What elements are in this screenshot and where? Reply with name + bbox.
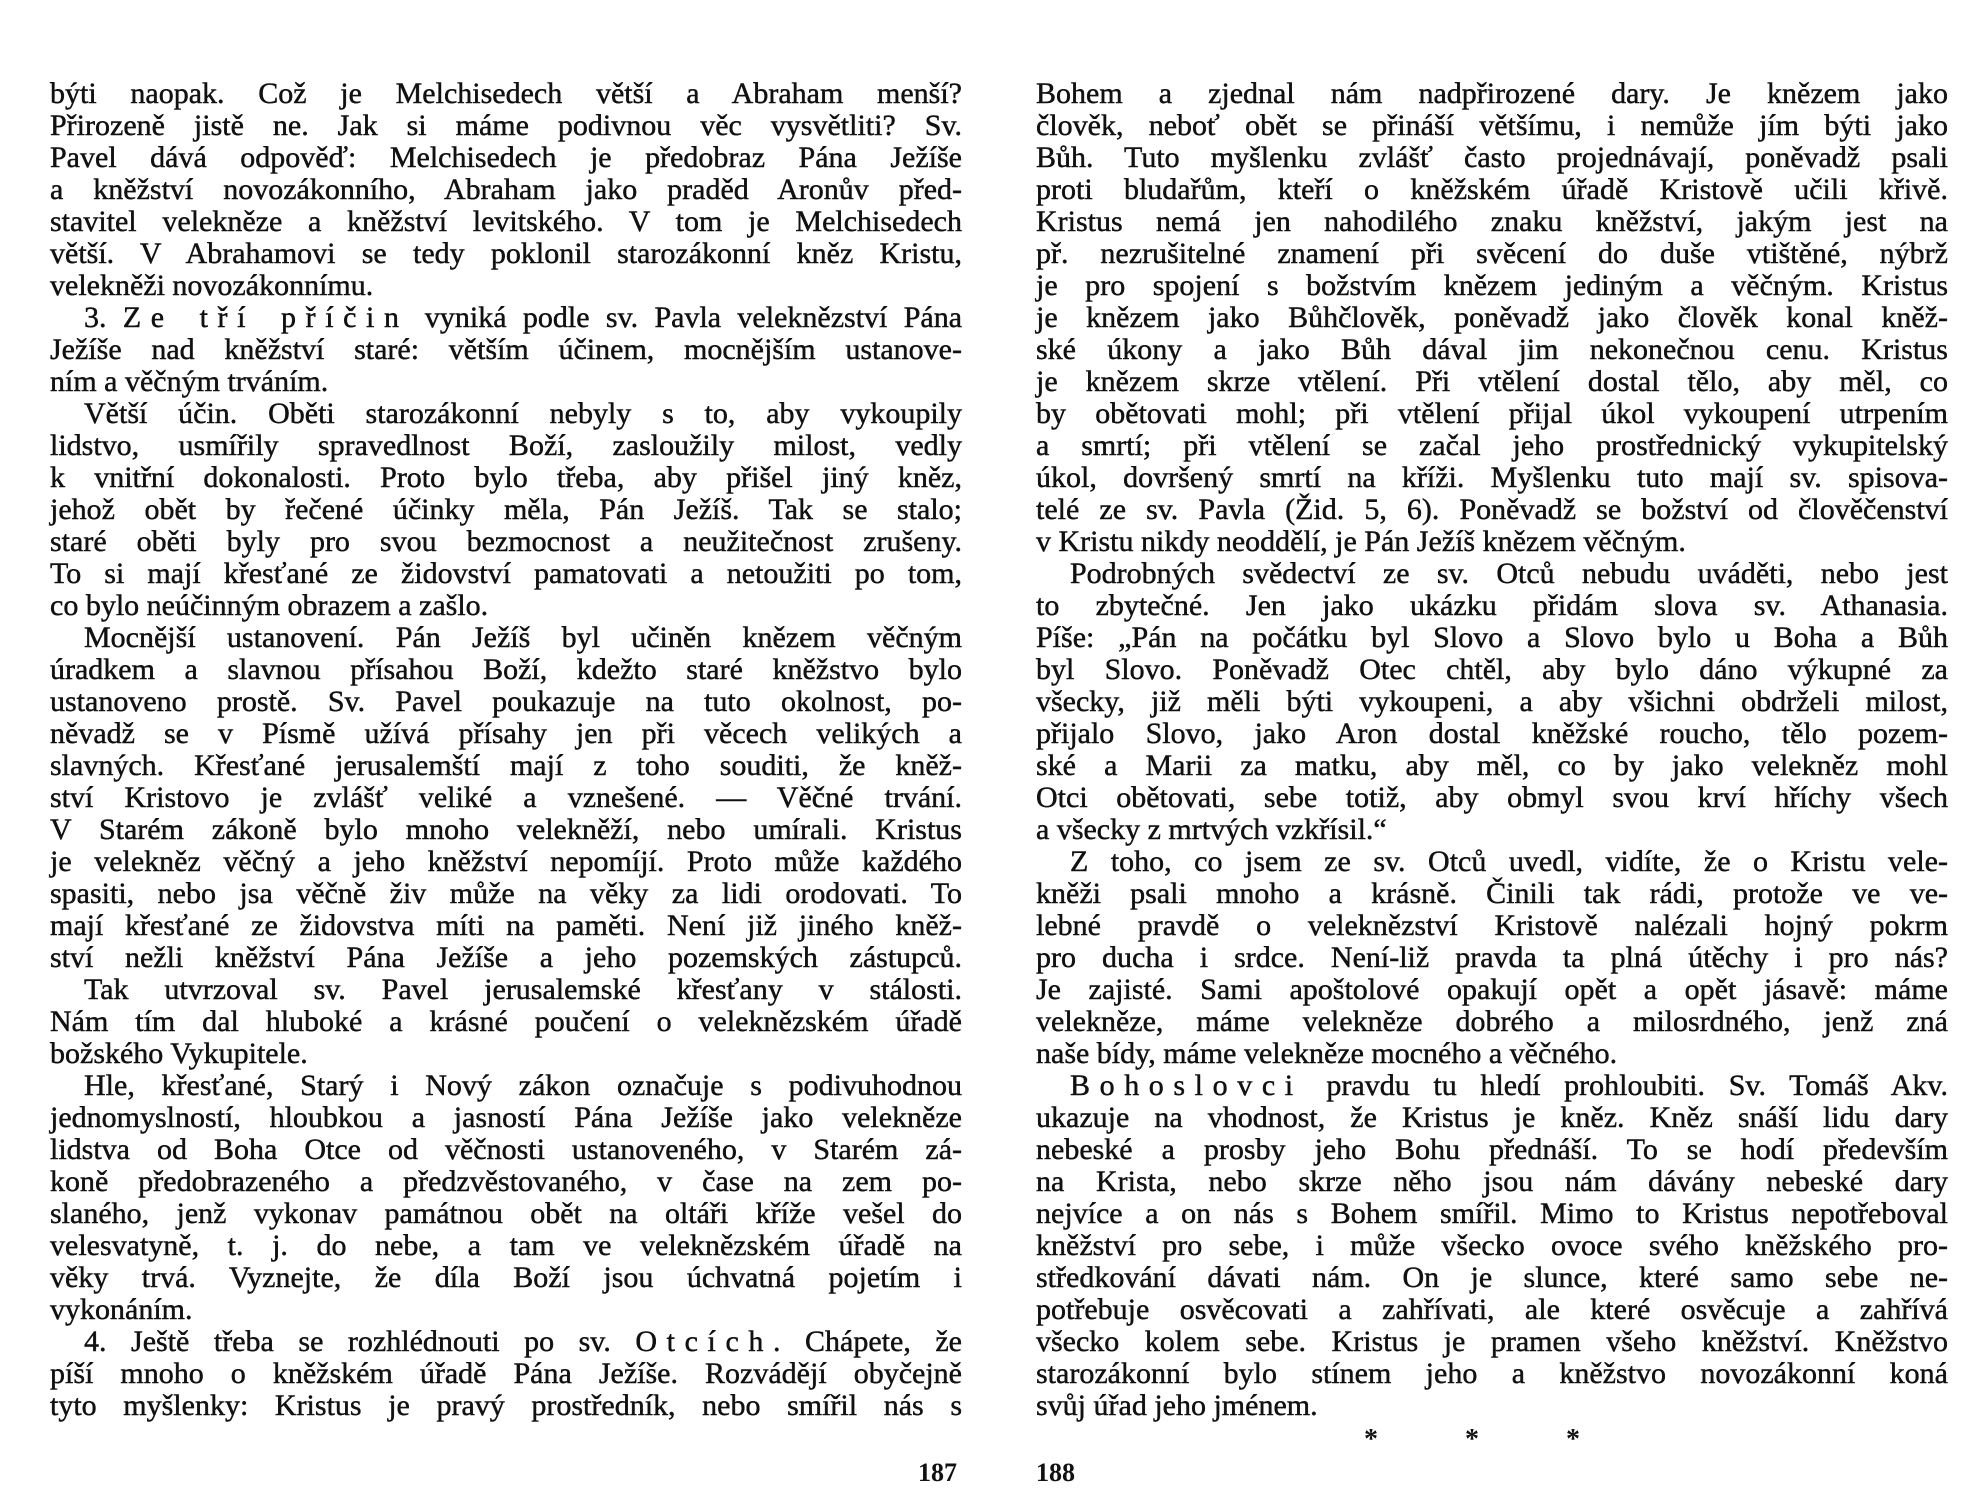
text-line: potřebuje osvěcovati a zahřívati, ale které osvěcuje a zahřívá [1036,1293,1948,1326]
text-line: a všecky z mrtvých vzkřísil.“ [1036,813,1387,846]
text-line: vykonáním. [50,1293,193,1326]
text-line: svůj úřad jeho jménem. [1036,1389,1318,1422]
text-line: kněži psali mnoho a krásně. Činili tak rádi, protože ve ve- [1036,877,1948,910]
text-line: nebeské a prosby jeho Bohu přednáší. To se hodí především [1036,1133,1948,1166]
text-line: jehož obět by řečené účinky měla, Pán Ježíš. Tak se stalo; [50,493,962,526]
text-line: slavných. Křesťané jerusalemští mají z toho souditi, že kněž- [50,749,962,782]
text-line: věky trvá. Vyznejte, že díla Boží jsou úchvatná pojetím i [50,1261,962,1294]
spaced-emphasis: Ze tří příčin [122,301,409,334]
text-line: staré oběti byly pro svou bezmocnost a neužitečnost zrušeny. [50,525,962,558]
page-number-right: 188 [1036,1458,1075,1487]
text-line: píší mnoho o kněžském úřadě Pána Ježíše. Rozvádějí obyčejně [50,1357,962,1390]
text-line: ství nežli kněžství Pána Ježíše a jeho pozemských zástupců. [50,941,962,974]
text-line: To si mají křesťané ze židovství pamatovati a netoužiti po tom, [50,557,962,590]
text-line: spasiti, nebo jsa věčně živ může na věky za lidi orodovati. To [50,877,962,910]
text-line: je velekněz věčný a jeho kněžství nepomíjí. Proto může každého [50,845,962,878]
text-line: pro ducha i srdce. Není-liž pravda ta plná útěchy i pro nás? [1036,941,1948,974]
text-line: slaného, jenž vykonav památnou obět na oltáři kříže vešel do [50,1197,962,1230]
text-line: člověk, neboť obět se přináší většímu, i nemůže jím býti jako [1036,109,1948,142]
text-line: větší. V Abrahamovi se tedy poklonil starozákonní kněz Kristu, [50,237,962,270]
text-line: velesvatyně, t. j. do nebe, a tam ve veleknězském úřadě na [50,1229,962,1262]
text-line: Hle, křesťané, Starý i Nový zákon označuje s podivuhodnou [84,1069,962,1102]
text-line: Otci obětovati, sebe totiž, aby obmyl svou krví hříchy všech [1036,781,1948,814]
text-segment: vyniká podle sv. Pavla veleknězství Pána [408,301,963,334]
text-line [50,1326,962,1358]
text-line: středkování dávati nám. On je slunce, které samo sebe ne- [1036,1261,1948,1294]
text-line: mají křesťané ze židovstva míti na paměti. Není již jiného kněž- [50,909,962,942]
text-line: velekněze, máme velekněze dobrého a milosrdného, jenž zná [1036,1005,1948,1038]
text-line: to zbytečné. Jen jako ukázku přidám slova sv. Athanasia. [1036,589,1948,622]
text-line: božského Vykupitele. [50,1037,308,1070]
text-line: proti bludařům, kteří o kněžském úřadě Kristově učili křivě. [1036,173,1948,206]
text-line: nejvíce a on nás s Bohem smířil. Mimo to Kristus nepotřeboval [1036,1197,1948,1230]
text-line: všecky, již měli býti vykoupeni, a aby všichni obdrželi milost, [1036,685,1948,718]
text-line: V Starém zákoně bylo mnoho velekněží, nebo umírali. Kristus [50,813,962,846]
text-segment: 3. [84,301,123,334]
page-number-left: 187 [918,1458,957,1487]
text-line: jednomyslností, hloubkou a jasností Pána Ježíše jako velekněze [50,1101,962,1134]
text-line: byl Slovo. Poněvadž Otec chtěl, aby bylo dáno výkupné za [1036,653,1948,686]
text-line: Bůh. Tuto myšlenku zvlášť často projednávají, poněvadž psali [1036,141,1948,174]
text-line [50,302,962,334]
text-segment: pravdu tu hledí prohloubiti. Sv. Tomáš Akv. [1302,1069,1948,1102]
text-line: Nám tím dal hluboké a krásné poučení o veleknězském úřadě [50,1005,962,1038]
text-line: k vnitřní dokonalosti. Proto bylo třeba, aby přišel jiný kněz, [50,461,962,494]
text-line: něvadž se v Písmě užívá přísahy jen při věcech velikých a [50,717,962,750]
spaced-emphasis: Otcích [635,1325,773,1358]
section-separator: * * * [1364,1424,1620,1455]
text-line: Větší účin. Oběti starozákonní nebyly s to, aby vykoupily [84,397,962,430]
text-line: velekněži novozákonnímu. [50,269,374,302]
text-line: všecko kolem sebe. Kristus je pramen všeho kněžství. Kněžstvo [1036,1325,1948,1358]
text-segment: . Chápete, že [772,1325,962,1358]
text-line: je knězem jako Bůhčlověk, poněvadž jako člověk konal kněž- [1036,301,1948,334]
text-line: naše bídy, máme velekněze mocného a věčného. [1036,1037,1618,1070]
text-line: co bylo neúčinným obrazem a zašlo. [50,589,489,622]
text-line: ustanoveno prostě. Sv. Pavel poukazuje na tuto okolnost, po- [50,685,962,718]
text-line: ním a věčným trváním. [50,365,329,398]
text-line: ské úkony a jako Bůh dával jim nekonečnou cenu. Kristus [1036,333,1948,366]
text-line: Mocnější ustanovení. Pán Ježíš byl učiněn knězem věčným [84,621,962,654]
text-line: Tak utvrzoval sv. Pavel jerusalemské křesťany v stálosti. [84,973,962,1006]
text-line: ství Kristovo je zvlášť veliké a vznešené. — Věčné trvání. [50,781,962,814]
text-line: Podrobných svědectví ze sv. Otců nebudu uváděti, nebo jest [1070,557,1948,590]
text-line: lebné pravdě o veleknězství Kristově nalézali hojný pokrm [1036,909,1948,942]
text-line [1036,1070,1948,1102]
text-line: lidstva od Boha Otce od věčnosti ustanoveného, v Starém zá- [50,1133,962,1166]
text-line: Ježíše nad kněžství staré: větším účinem, mocnějším ustanove- [50,333,962,366]
text-line: Bohem a zjednal nám nadpřirozené dary. Je knězem jako [1036,77,1948,110]
text-line: úkol, dovršený smrtí na kříži. Myšlenku tuto mají sv. spisova- [1036,461,1948,494]
text-line: Kristus nemá jen nahodilého znaku kněžství, jakým jest na [1036,205,1948,238]
text-line: je knězem skrze vtělení. Při vtělení dostal tělo, aby měl, co [1036,365,1948,398]
text-line: Z toho, co jsem ze sv. Otců uvedl, vidíte, že o Kristu vele- [1070,845,1948,878]
text-line: kněžství pro sebe, i může všecko ovoce svého kněžského pro- [1036,1229,1948,1262]
text-line: přijalo Slovo, jako Aron dostal kněžské roucho, tělo pozem- [1036,717,1948,750]
text-line: př. nezrušitelné znamení při svěcení do duše vtištěné, nýbrž [1036,237,1948,270]
text-line: a kněžství novozákonního, Abraham jako praděd Aronův před- [50,173,962,206]
text-line: by obětovati mohl; při vtělení přijal úkol vykoupení utrpením [1036,397,1948,430]
text-line: tyto myšlenky: Kristus je pravý prostředník, nebo smířil nás s [50,1389,962,1422]
text-line: ské a Marii za matku, aby měl, co by jako velekněz mohl [1036,749,1948,782]
text-line: stavitel velekněze a kněžství levitského. V tom je Melchisedech [50,205,962,238]
text-line: Je zajisté. Sami apoštolové opakují opět a opět jásavě: máme [1036,973,1948,1006]
text-line: je pro spojení s božstvím knězem jediným a věčným. Kristus [1036,269,1948,302]
right-page-text [1036,78,1948,1422]
text-line: Pavel dává odpověď: Melchisedech je předobraz Pána Ježíše [50,141,962,174]
text-line: lidstvo, usmířily spravedlnost Boží, zasloužily milost, vedly [50,429,962,462]
text-line: Přirozeně jistě ne. Jak si máme podivnou věc vysvětliti? Sv. [50,109,962,142]
left-page-text [50,78,962,1422]
text-line: Píše: „Pán na počátku byl Slovo a Slovo bylo u Boha a Bůh [1036,621,1948,654]
text-line: ukazuje na vhodnost, že Kristus je kněz. Kněz snáší lidu dary [1036,1101,1948,1134]
spaced-emphasis: Bohoslovci [1070,1069,1303,1102]
text-line: na Krista, nebo skrze něho jsou nám dávány nebeské dary [1036,1165,1948,1198]
text-line: býti naopak. Což je Melchisedech větší a Abraham menší? [50,77,962,110]
text-segment: 4. Ještě třeba se rozhlédnouti po sv. [84,1325,636,1358]
text-line: koně předobrazeného a předzvěstovaného, v čase na zem po- [50,1165,962,1198]
text-line: úradkem a slavnou přísahou Boží, kdežto staré kněžstvo bylo [50,653,962,686]
text-line: a smrtí; při vtělení se začal jeho prostřednický vykupitelský [1036,429,1948,462]
text-line: starozákonní bylo stínem jeho a kněžstvo novozákonní koná [1036,1357,1948,1390]
text-line: v Kristu nikdy neoddělí, je Pán Ježíš knězem věčným. [1036,525,1686,558]
text-line: telé ze sv. Pavla (Žid. 5, 6). Poněvadž se božství od člověčenství [1036,493,1948,526]
